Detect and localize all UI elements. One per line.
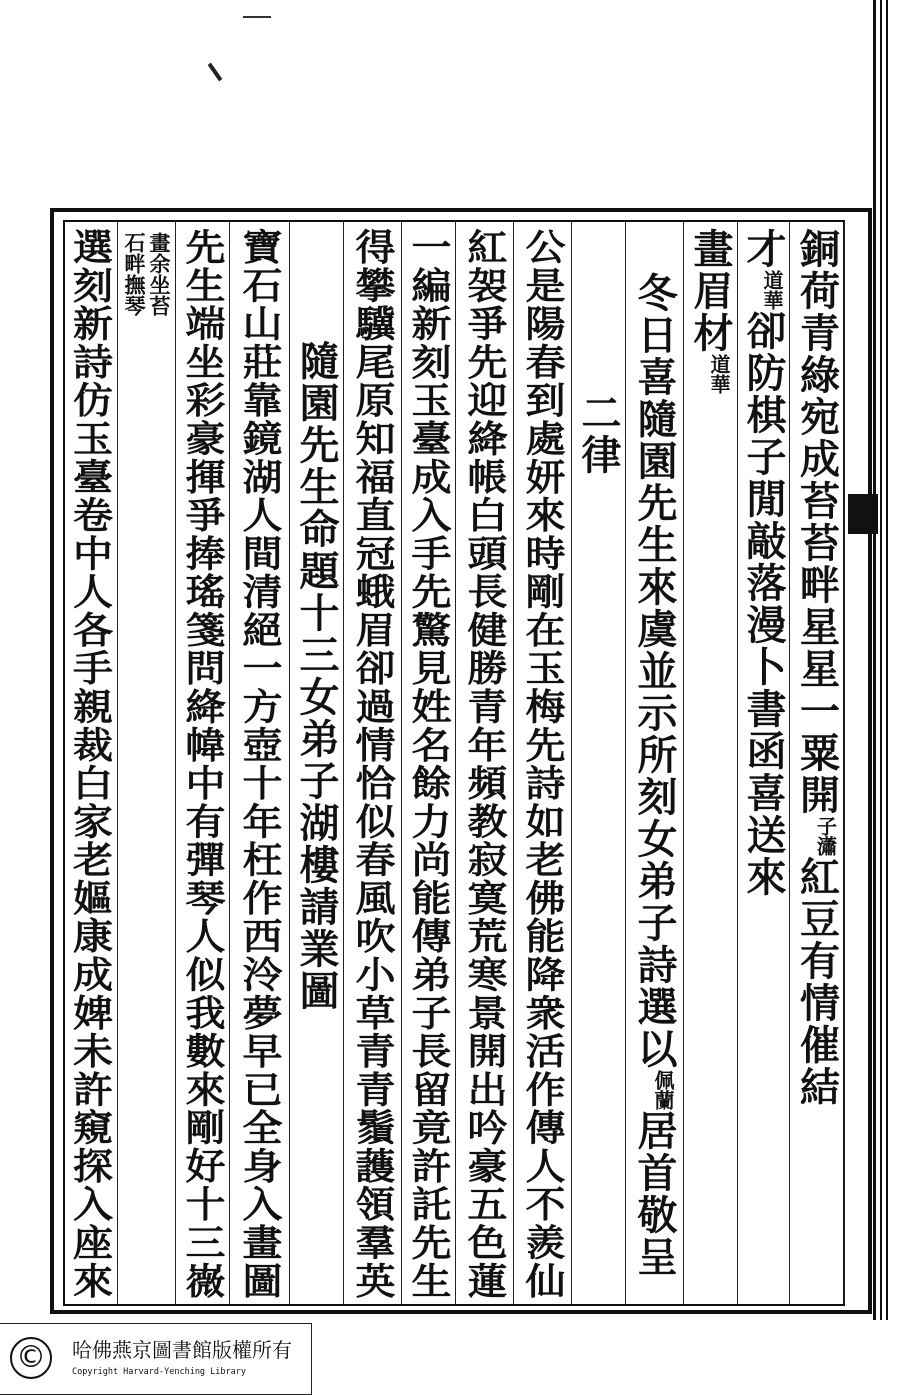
top-margin-mark xyxy=(243,16,271,18)
verse-text: 寶石山莊靠鏡湖人間清絕一方壺十年枉作西泠夢早已全身入畫圖 xyxy=(236,228,283,1300)
interlinear-note: 佩蘭 xyxy=(651,1070,675,1110)
library-name-chinese: 哈佛燕京圖書館版權所有 xyxy=(72,1338,292,1362)
verse-text: 二律 xyxy=(575,392,622,476)
annotation-text: 石畔撫琴 xyxy=(122,232,147,316)
column-text xyxy=(631,272,678,1278)
volume-edge-line xyxy=(873,0,876,1320)
interlinear-note: 道華 xyxy=(760,270,784,310)
ink-speck xyxy=(208,63,223,82)
verse-text: 隨園先生命題十三女弟子湖樓請業圖 xyxy=(293,340,340,1012)
verse-text-continued: 居首敬呈 xyxy=(631,1110,678,1278)
column-text xyxy=(740,228,787,898)
column-text xyxy=(293,340,340,1012)
verse-text: 冬日喜隨園先生來虞並示所刻女弟子詩選以 xyxy=(631,272,678,1070)
verse-text: 一編新刻玉臺成入手先驚見姓名餘力尚能傳弟子長留竟許託先生 xyxy=(405,228,452,1300)
column-text xyxy=(236,228,283,1300)
column-text xyxy=(519,228,566,1300)
verse-text: 得攀驥尾原知福直冠蛾眉卻過情恰似春風吹小草青青鬚䕶領羣英 xyxy=(349,228,396,1300)
column-text xyxy=(349,228,396,1300)
verse-text: 公是陽春到處妍來時剛在玉梅先詩如老佛能降衆活作傳人不羨仙 xyxy=(519,228,566,1300)
column-text xyxy=(575,392,622,476)
text-column xyxy=(118,222,176,1304)
column-text xyxy=(179,228,226,1300)
interlinear-note: 子瀟 xyxy=(813,816,838,856)
interlinear-note: 道華 xyxy=(707,354,731,394)
verse-text: 紅袈爭先迎絳帳白頭長健勝青年頻教寂寞荒寒景開出吟豪五色蓮 xyxy=(461,228,508,1300)
copyright-symbol: © xyxy=(10,1337,52,1379)
verse-text: 畫眉材 xyxy=(687,228,734,354)
verse-text: 選刻新詩仿玉臺卷中人各手親裁白家老嫗康成婢未許窺探入座來 xyxy=(66,228,114,1300)
volume-edge-line xyxy=(886,0,888,1320)
column-text xyxy=(405,228,452,1300)
text-column xyxy=(572,222,626,1304)
verse-text: 先生端坐彩豪揮爭捧瑤箋問絳幃中有彈琴人似我數來剛好十三嶶 xyxy=(179,228,226,1300)
annotation-text: 畫余坐苔 xyxy=(147,232,172,316)
volume-edge-line xyxy=(880,0,882,1320)
library-name-english: Copyright Harvard-Yenching Library xyxy=(72,1367,246,1377)
column-text xyxy=(793,228,841,1108)
verse-text-continued: 紅豆有情催結 xyxy=(793,856,841,1108)
column-text xyxy=(687,228,734,394)
column-text xyxy=(66,228,114,1300)
column-text xyxy=(461,228,508,1300)
verse-text-continued: 卻防棋子閒敲落漫卜書函喜送來 xyxy=(740,310,787,898)
verse-text: 才 xyxy=(740,228,787,270)
verse-text: 銅荷青綠宛成苔苔畔星星一粟開 xyxy=(793,228,841,816)
